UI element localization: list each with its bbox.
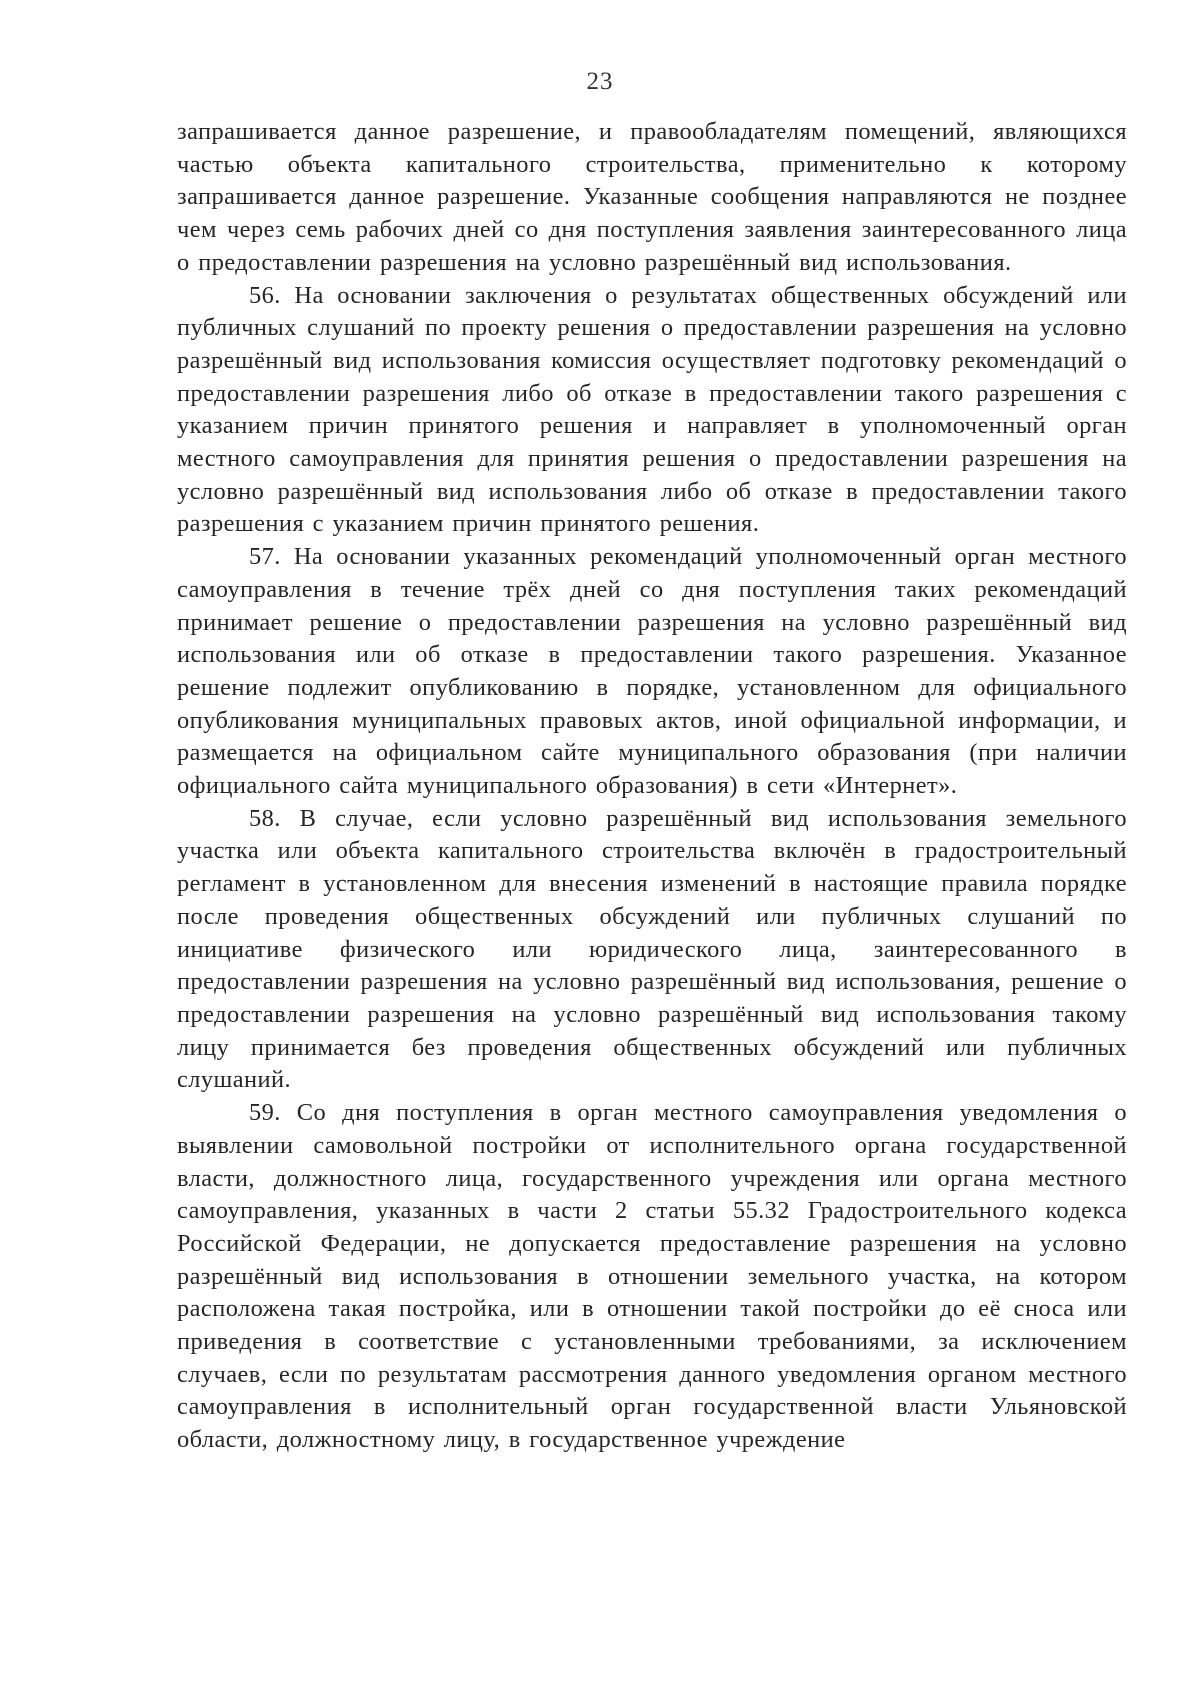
- document-body: [177, 116, 1127, 1457]
- paragraph-59: 59. Со дня поступления в орган местного самоуправления уведомления о выявлении самовольной постройки от исполнительного органа государственной власти, должностного лица, государственного учреждения или органа местного самоуправления, указанных в части 2 статьи 55.32 Градостроительного кодекса Российской Федерации, не допускается предоставление разрешения на условно разрешённый вид использования в отношении земельного участка, на котором расположена такая постройка, или в отношении такой постройки до её сноса или приведения в соответствие с установленными требованиями, за исключением случаев, если по результатам рассмотрения данного уведомления органом местного самоуправления в исполнительный орган государственной власти Ульяновской области, должностному лицу, в государственное учреждение: [177, 1099, 1127, 1454]
- paragraph-58: 58. В случае, если условно разрешённый вид использования земельного участка или объекта капитального строительства включён в градостроительный регламент в установленном для внесения изменений в настоящие правила порядке после проведения общественных обсуждений или публичных слушаний по инициативе физического или юридического лица, заинтересованного в предоставлении разрешения на условно разрешённый вид использования, решение о предоставлении разрешения на условно разрешённый вид использования такому лицу принимается без проведения общественных обсуждений или публичных слушаний.: [177, 804, 1127, 1094]
- paragraph-continuation: запрашивается данное разрешение, и правообладателям помещений, являющихся частью объекта капитального строительства, применительно к которому запрашивается данное разрешение. Указанные сообщения направляются не позднее чем через семь рабочих дней со дня поступления заявления заинтересованного лица о предоставлении разрешения на условно разрешённый вид использования.: [177, 118, 1127, 276]
- paragraph-56: 56. На основании заключения о результатах общественных обсуждений или публичных слушаний по проекту решения о предоставлении разрешения на условно разрешённый вид использования комиссия осуществляет подготовку рекомендаций о предоставлении разрешения либо об отказе в предоставлении такого разрешения с указанием причин принятого решения и направляет в уполномоченный орган местного самоуправления для принятия решения о предоставлении разрешения на условно разрешённый вид использования либо об отказе в предоставлении такого разрешения с указанием причин принятого решения.: [177, 281, 1127, 538]
- page-number: 23: [586, 68, 614, 95]
- paragraph-57: 57. На основании указанных рекомендаций уполномоченный орган местного самоуправления в течение трёх дней со дня поступления таких рекомендаций принимает решение о предоставлении разрешения на условно разрешённый вид использования или об отказе в предоставлении такого разрешения. Указанное решение подлежит опубликованию в порядке, установленном для официального опубликования муниципальных правовых актов, иной официальной информации, и размещается на официальном сайте муниципального образования (при наличии официального сайта муниципального образования) в сети «Интернет».: [177, 543, 1127, 800]
